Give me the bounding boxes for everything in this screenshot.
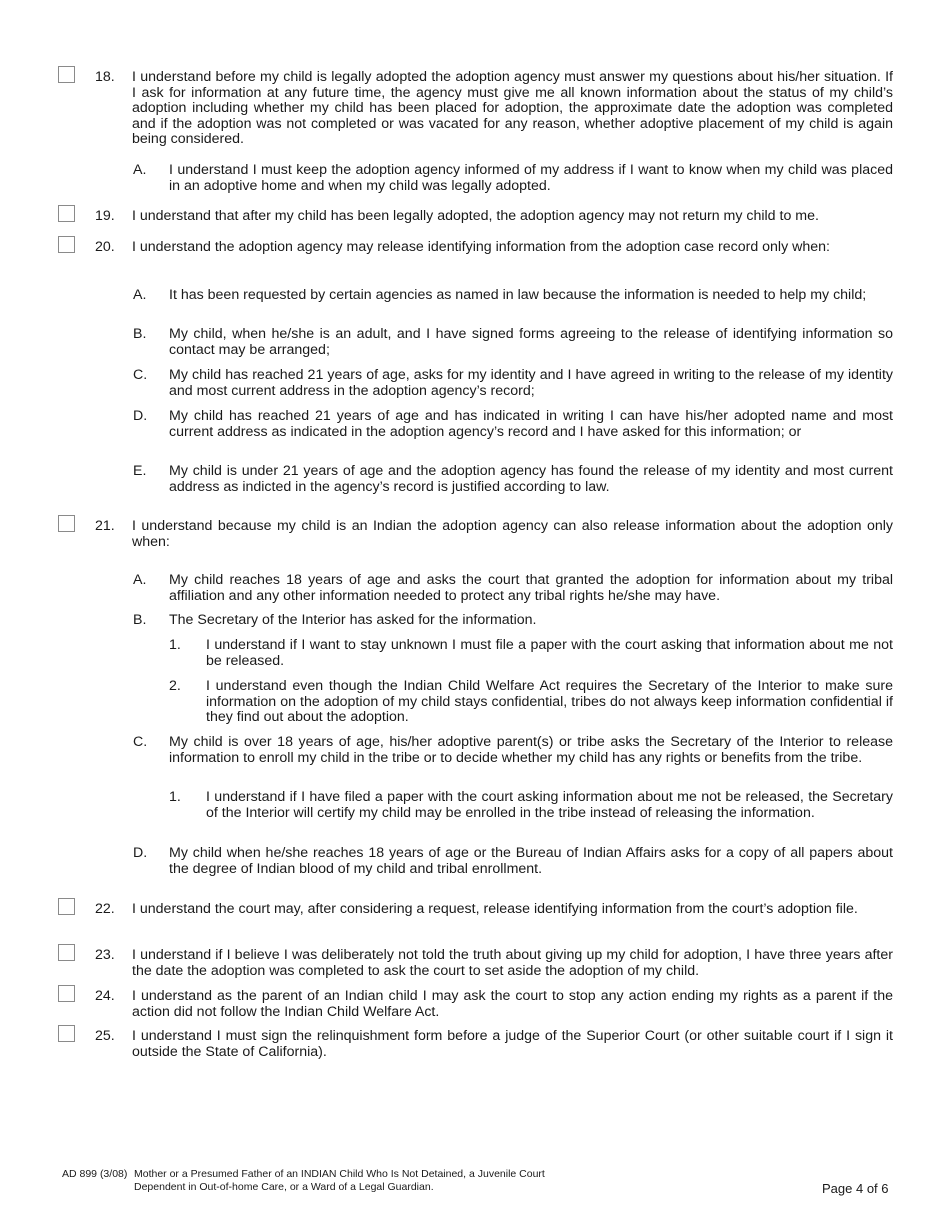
item-text: I understand as the parent of an Indian child I may ask the court to stop any action ending my rights as a parent if the action did not follow the Indian Child Welfare Act. xyxy=(132,988,893,1020)
sub-letter: A. xyxy=(133,287,147,303)
item-text: I understand if I believe I was deliberately not told the truth about giving up my child for adoption, I have three years after the date the adoption was completed to ask the court to set aside the adoption of my child. xyxy=(132,947,893,979)
item-text: I understand the adoption agency may release identifying information from the adoption case record only when: xyxy=(132,239,830,255)
item-23-checkbox[interactable] xyxy=(58,944,75,961)
form-code: AD 899 (3/08) xyxy=(62,1168,128,1180)
item-22-checkbox[interactable] xyxy=(58,898,75,915)
sub-letter: C. xyxy=(133,367,148,383)
item-number: 25. xyxy=(95,1028,115,1044)
sub-text: My child is under 21 years of age and the adoption agency has found the release of my identity and most current address as indicted in the agency’s record is justified according to law. xyxy=(169,463,893,495)
item-number: 22. xyxy=(95,901,115,917)
nested-number: 1. xyxy=(169,789,181,805)
nested-number: 1. xyxy=(169,637,181,653)
sub-letter: D. xyxy=(133,845,148,861)
sub-letter: B. xyxy=(133,612,147,628)
sub-letter: A. xyxy=(133,572,147,588)
nested-text: I understand even though the Indian Child Welfare Act requires the Secretary of the Interior to make sure information on the adoption of my child stays confidential, tribes do not always keep information confidential if they find out about the adoption. xyxy=(206,678,893,725)
sub-text: It has been requested by certain agencies as named in law because the information is needed to help my child; xyxy=(169,287,867,303)
sub-text: My child is over 18 years of age, his/her adoptive parent(s) or tribe asks the Secretary of the Interior to release information to enroll my child in the tribe or to decide whether my child has any rights or benefits from the tribe. xyxy=(169,734,893,766)
sub-letter: C. xyxy=(133,734,148,750)
item-text: I understand before my child is legally adopted the adoption agency must answer my questions about his/her situation. If I ask for information at any future time, the agency must give me all known information about the status of my child’s adoption including whether my child has been placed for adoption, the approximate date the adoption was completed and if the adoption was not completed or was vacated for any reason, whether adoptive placement of my child is again being considered. xyxy=(132,69,893,147)
nested-text: I understand if I have filed a paper with the court asking information about me not be released, the Secretary of the Interior will certify my child may be enrolled in the tribe instead of releasing the information. xyxy=(206,789,893,821)
sub-text: I understand I must keep the adoption agency informed of my address if I want to know when my child was placed in an adoptive home and when my child was legally adopted. xyxy=(169,162,893,194)
sub-text: My child reaches 18 years of age and asks the court that granted the adoption for information about my tribal affiliation and any other information needed to protect any tribal rights he/she may have. xyxy=(169,572,893,604)
item-25-checkbox[interactable] xyxy=(58,1025,75,1042)
page-number: Page 4 of 6 xyxy=(822,1181,889,1196)
item-text: I understand that after my child has been legally adopted, the adoption agency may not return my child to me. xyxy=(132,208,819,224)
sub-text: My child has reached 21 years of age, asks for my identity and I have agreed in writing to the release of my identity and most current address in the adoption agency’s record; xyxy=(169,367,893,399)
item-19-checkbox[interactable] xyxy=(58,205,75,222)
sub-letter: E. xyxy=(133,463,147,479)
sub-letter: D. xyxy=(133,408,148,424)
sub-text: My child has reached 21 years of age and has indicated in writing I can have his/her adopted name and most current address as indicated in the adoption agency’s record and I have asked for this information; or xyxy=(169,408,893,440)
sub-text: The Secretary of the Interior has asked for the information. xyxy=(169,612,537,628)
item-text: I understand the court may, after considering a request, release identifying information from the court’s adoption file. xyxy=(132,901,858,917)
item-text: I understand because my child is an Indian the adoption agency can also release information about the adoption only when: xyxy=(132,518,893,550)
sub-letter: B. xyxy=(133,326,147,342)
sub-letter: A. xyxy=(133,162,147,178)
form-description: Mother or a Presumed Father of an INDIAN Child Who Is Not Detained, a Juvenile Court Dependent in Out-of-home Care, or a Ward of a Legal Guardian. xyxy=(134,1168,545,1193)
item-20-checkbox[interactable] xyxy=(58,236,75,253)
item-number: 20. xyxy=(95,239,115,255)
sub-text: My child, when he/she is an adult, and I have signed forms agreeing to the release of identifying information so contact may be arranged; xyxy=(169,326,893,358)
nested-number: 2. xyxy=(169,678,181,694)
item-21-checkbox[interactable] xyxy=(58,515,75,532)
sub-text: My child when he/she reaches 18 years of age or the Bureau of Indian Affairs asks for a copy of all papers about the degree of Indian blood of my child and tribal enrollment. xyxy=(169,845,893,877)
item-number: 19. xyxy=(95,208,115,224)
item-number: 23. xyxy=(95,947,115,963)
item-18-checkbox[interactable] xyxy=(58,66,75,83)
item-number: 21. xyxy=(95,518,115,534)
item-text: I understand I must sign the relinquishment form before a judge of the Superior Court (or other suitable court if I sign it outside the State of California). xyxy=(132,1028,893,1060)
nested-text: I understand if I want to stay unknown I must file a paper with the court asking that information about me not be released. xyxy=(206,637,893,669)
item-number: 18. xyxy=(95,69,115,85)
item-24-checkbox[interactable] xyxy=(58,985,75,1002)
item-number: 24. xyxy=(95,988,115,1004)
